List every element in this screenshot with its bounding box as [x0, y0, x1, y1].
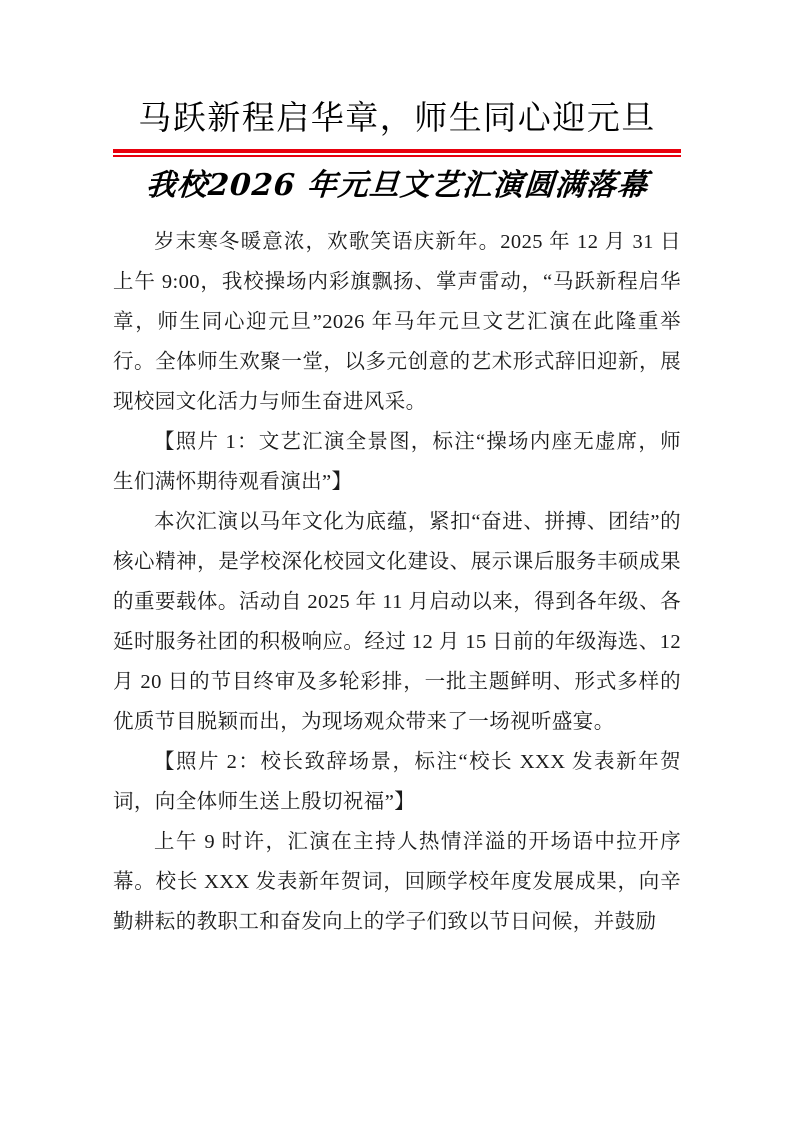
paragraph: 本次汇演以马年文化为底蕴，紧扣“奋进、拼搏、团结”的核心精神，是学校深化校园文化建设、展示课后服务丰硕成果的重要载体。活动自 2025 年 11 月启动以来，得到各年级、各延时服务社团的积极响应。经过 12 月 15 日前的年级海选、12 月 20 日的节目终审及多轮彩排，一批主题鲜明、形式多样的优质节目脱颖而出，为现场观众带来了一场视听盛宴。 — [113, 511, 681, 733]
paragraph: 上午 9 时许，汇演在主持人热情洋溢的开场语中拉开序幕。校长 XXX 发表新年贺词，回顾学校年度发展成果，向辛勤耕耘的教职工和奋发向上的学子们致以节日问候，并鼓励 — [113, 831, 681, 933]
photo-caption-2: 【照片 2：校长致辞场景，标注“校长 XXX 发表新年贺词，向全体师生送上殷切祝福”】 — [113, 751, 681, 813]
red-divider-rule — [113, 149, 681, 158]
document-body — [113, 222, 681, 942]
document-content — [113, 96, 681, 942]
document-subtitle: 我校2026 年元旦文艺汇演圆满落幕 — [144, 168, 650, 203]
page-title: 马跃新程启华章，师生同心迎元旦 — [138, 101, 656, 137]
paragraph: 岁末寒冬暖意浓，欢歌笑语庆新年。2025 年 12 月 31 日上午 9:00，我校操场内彩旗飘扬、掌声雷动，“马跃新程启华章，师生同心迎元旦”2026 年马年元旦文艺汇演在此隆重举行。全体师生欢聚一堂，以多元创意的艺术形式辞旧迎新，展现校园文化活力与师生奋进风采。 — [113, 231, 681, 413]
photo-caption-1: 【照片 1：文艺汇演全景图，标注“操场内座无虚席，师生们满怀期待观看演出”】 — [113, 431, 681, 493]
